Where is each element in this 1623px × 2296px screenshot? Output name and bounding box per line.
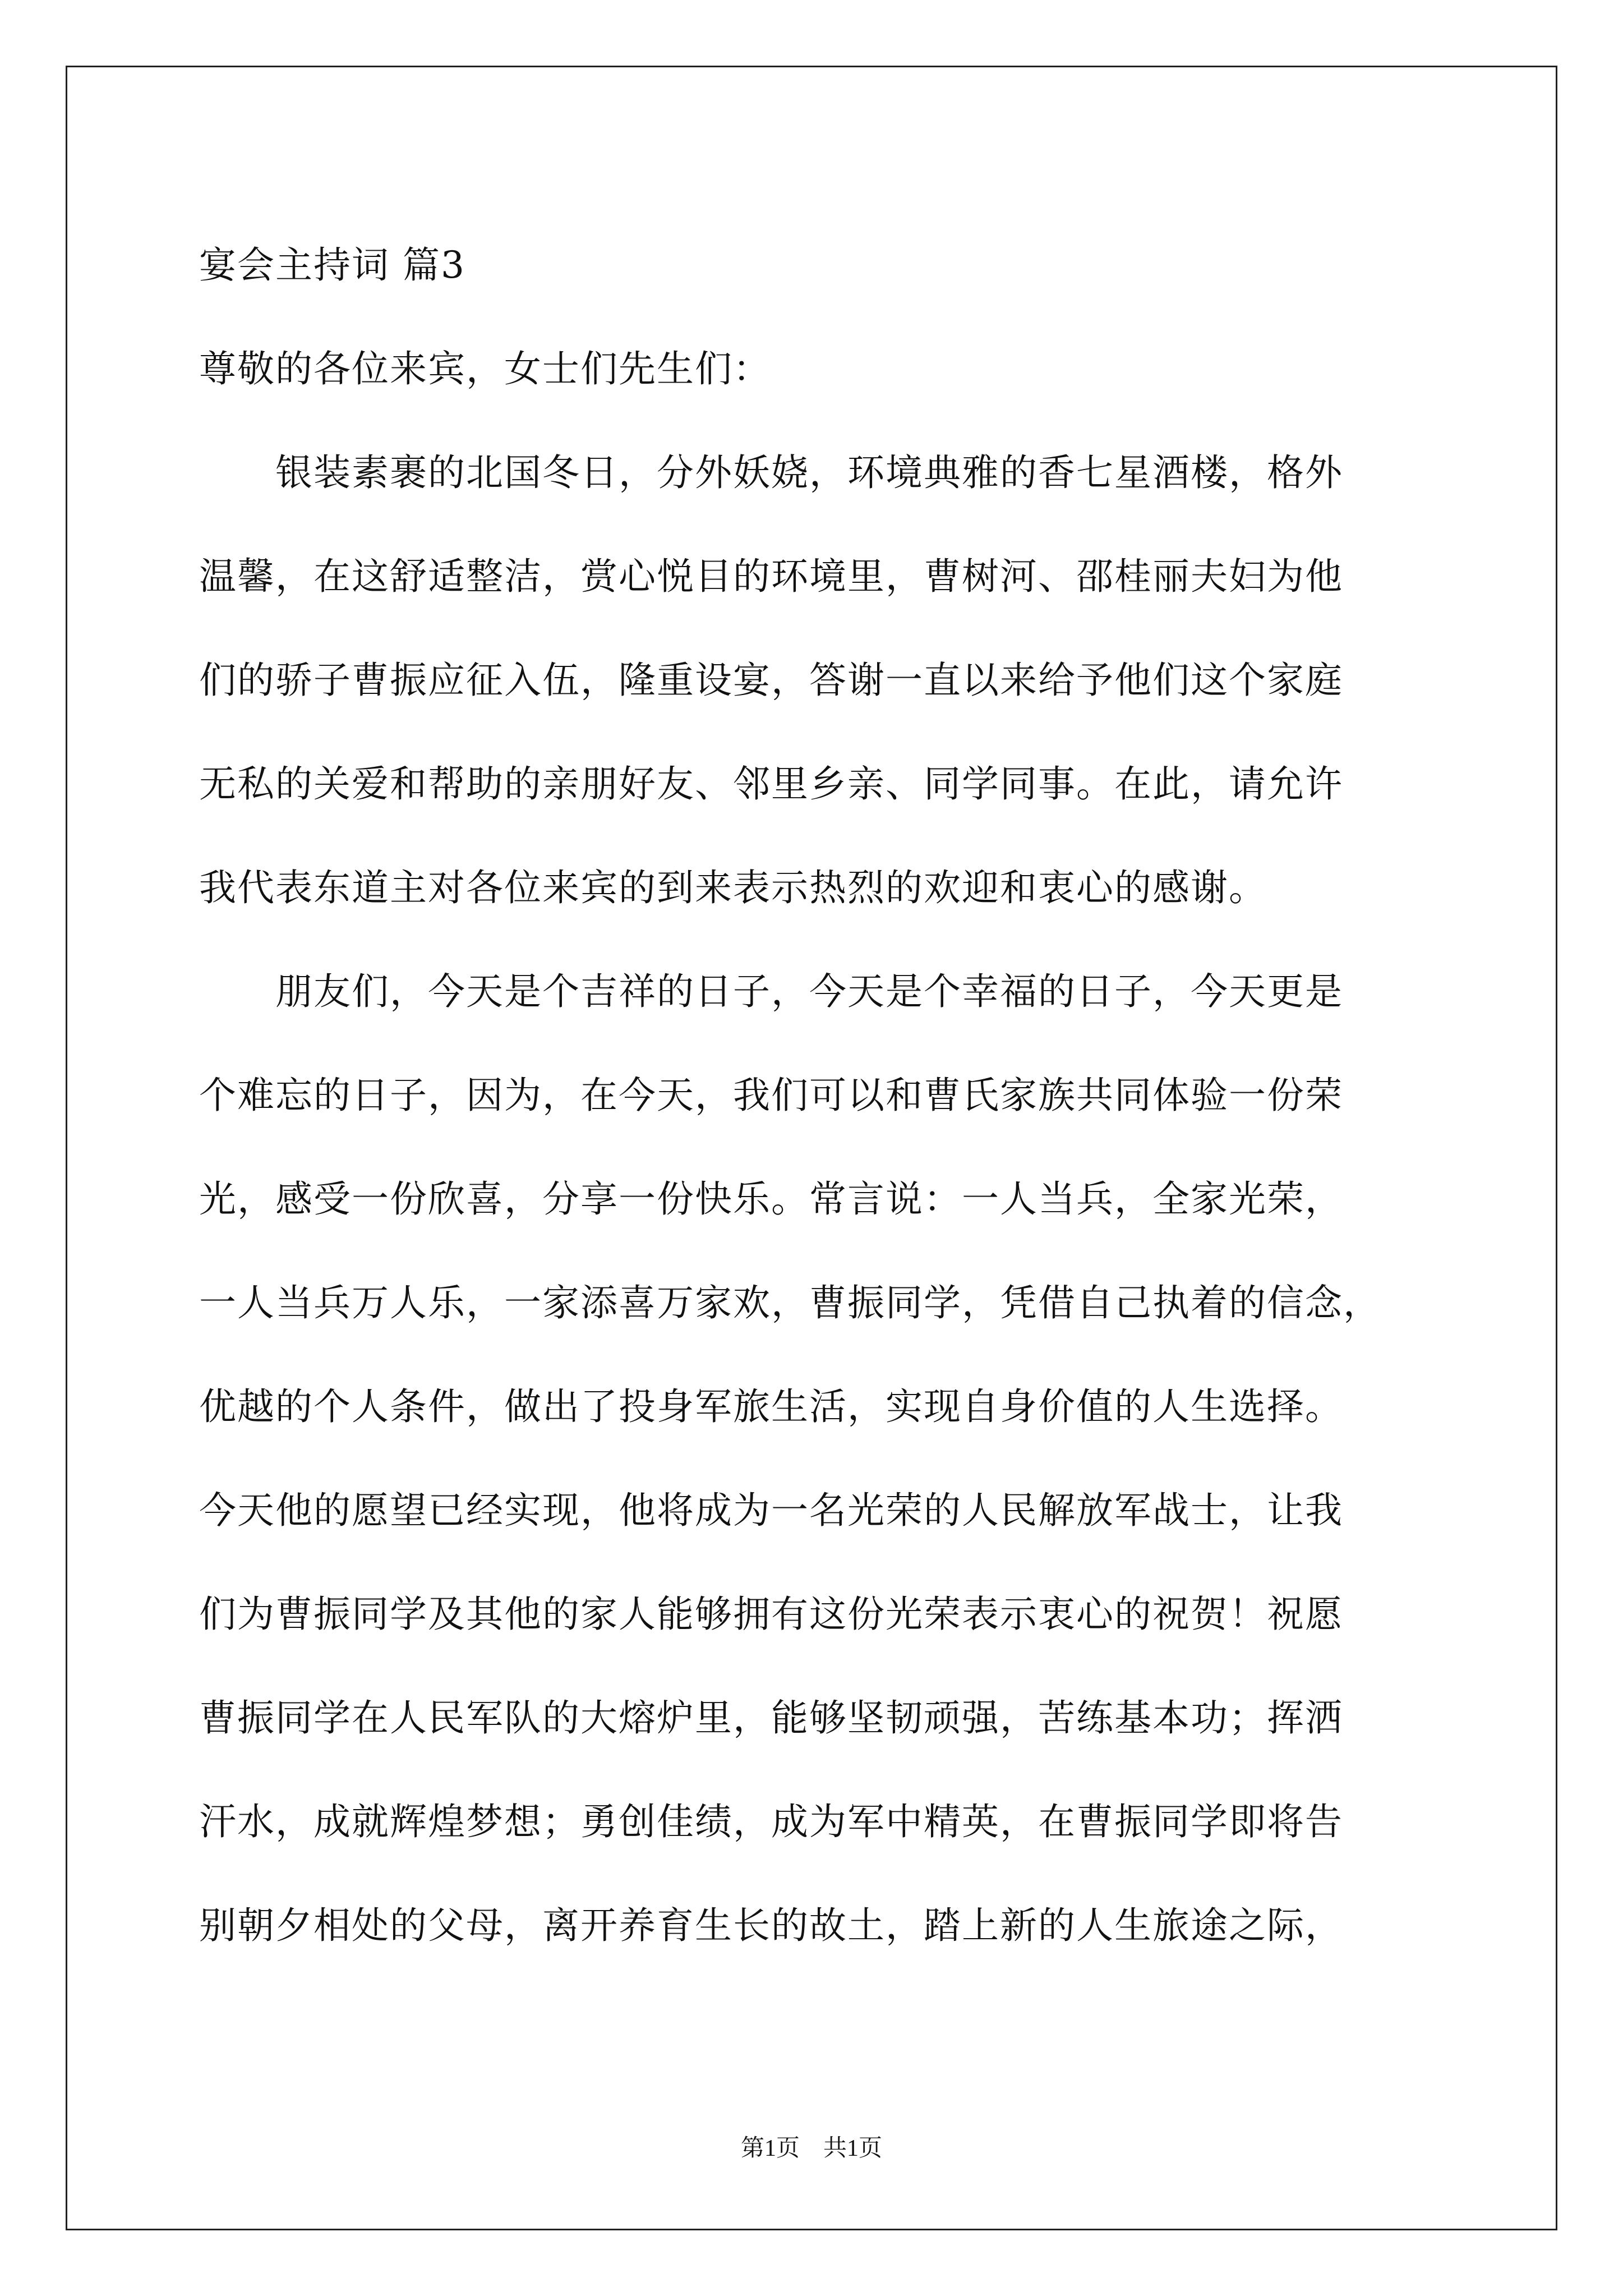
text-line: 我代表东道主对各位来宾的到来表示热烈的欢迎和衷心的感谢。 — [199, 866, 1267, 909]
text-line: 光，感受一份欣喜，分享一份快乐。常言说：一人当兵，全家光荣， — [199, 1177, 1343, 1221]
text-line: 曹振同学在人民军队的大熔炉里，能够坚韧顽强，苦练基本功；挥洒 — [199, 1696, 1343, 1740]
page-footer: 第1页 共1页 — [740, 2136, 882, 2161]
text-line: 温馨，在这舒适整洁，赏心悦目的环境里，曹树河、邵桂丽夫妇为他 — [199, 555, 1343, 598]
text-line: 们为曹振同学及其他的家人能够拥有这份光荣表示衷心的祝贺！祝愿 — [199, 1593, 1343, 1636]
text-line: 个难忘的日子，因为，在今天，我们可以和曹氏家族共同体验一份荣 — [199, 1074, 1343, 1117]
text-line: 朋友们，今天是个吉祥的日子，今天是个幸福的日子，今天更是 — [199, 970, 1343, 1013]
document-title: 宴会主持词 篇3 — [199, 243, 465, 287]
text-line: 优越的个人条件，做出了投身军旅生活，实现自身价值的人生选择。 — [199, 1385, 1343, 1428]
text-line: 今天他的愿望已经实现，他将成为一名光荣的人民解放军战士，让我 — [199, 1489, 1343, 1532]
text-line: 一人当兵万人乐，一家添喜万家欢，曹振同学，凭借自己执着的信念， — [199, 1281, 1381, 1324]
text-line: 汗水，成就辉煌梦想；勇创佳绩，成为军中精英，在曹振同学即将告 — [199, 1800, 1343, 1843]
document-body — [199, 213, 1433, 1977]
salutation: 尊敬的各位来宾，女士们先生们： — [199, 347, 771, 390]
text-line: 们的骄子曹振应征入伍，隆重设宴，答谢一直以来给予他们这个家庭 — [199, 659, 1343, 702]
text-line: 别朝夕相处的父母，离开养育生长的故土，踏上新的人生旅途之际， — [199, 1904, 1343, 1947]
text-line: 无私的关爱和帮助的亲朋好友、邻里乡亲、同学同事。在此，请允许 — [199, 762, 1343, 806]
text-line: 银装素裹的北国冬日，分外妖娆，环境典雅的香七星酒楼，格外 — [199, 451, 1343, 494]
